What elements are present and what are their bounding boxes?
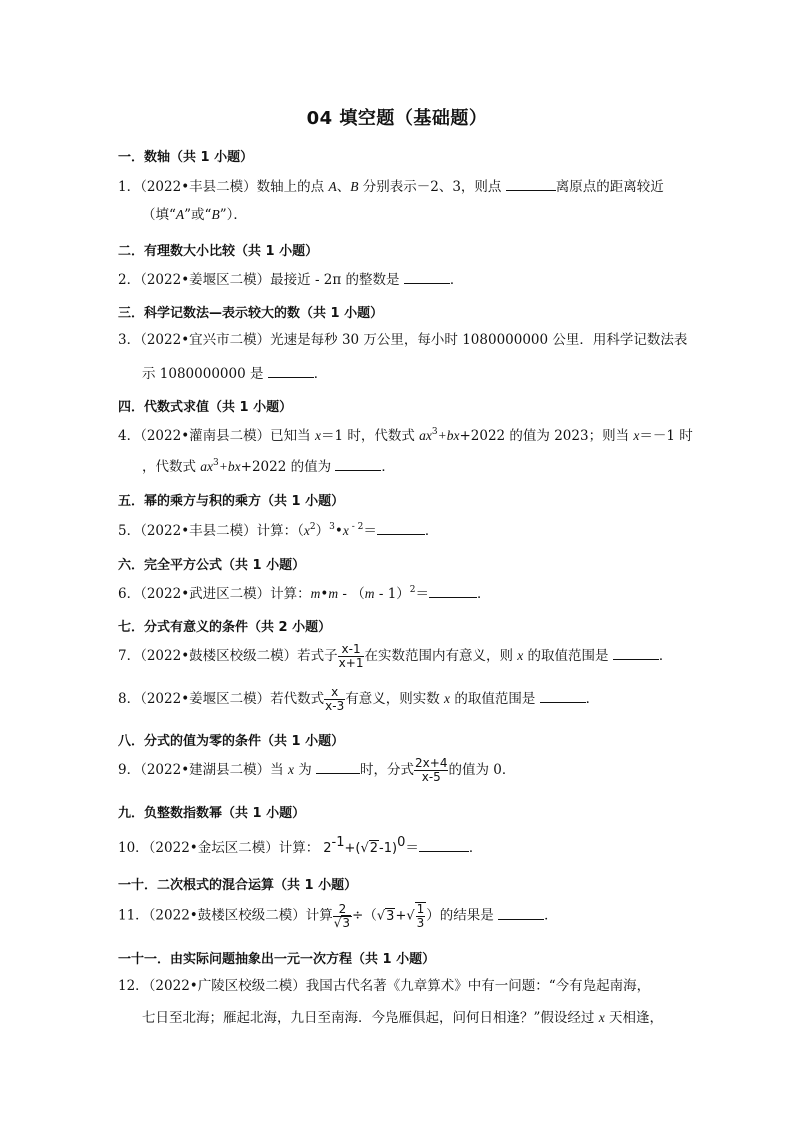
section-heading: 五．幂的乘方与积的乘方（共 1 小题） [118,494,345,509]
question-2: 2．（2022•姜堰区二模）最接近 - 2π 的整数是 ． [118,272,464,288]
section-heading: 一．数轴（共 1 小题） [118,150,254,165]
question-1: 1．（2022•丰县二模）数轴上的点 A、B 分别表示－2、3，则点 离原点的距离较近 [118,179,664,195]
question-8: 8．（2022•姜堰区二模）若代数式 $\frac{x}{x-3}$ 有意义，则实数 x 的取值范围是 ． [118,685,600,714]
section-heading: 一十．二次根式的混合运算（共 1 小题） [118,878,358,893]
question-5: 5．（2022•丰县二模）计算：$(x^2)^3•x$ $^{- 2}$＝ ． [118,522,439,539]
fraction: $\frac{2x+4}{x-5}$ [415,756,448,785]
answer-blank[interactable] [540,690,586,703]
section-heading: 三．科学记数法—表示较大的数（共 1 小题） [118,306,384,321]
q1-point-a: A [328,179,337,194]
question-1-cont: （填“A”或“B”）． [142,207,247,223]
answer-blank[interactable] [429,585,477,598]
page-title: 04 填空题（基础题） [306,108,488,129]
sqrt-symbol: √ [406,908,415,924]
answer-blank[interactable] [419,839,469,852]
answer-blank[interactable] [506,178,556,191]
question-4: 4．（2022•灌南县二模）已知当 x＝1 时，代数式 $ax^3+bx+2022$ 的值为 2023；则当 x＝－1 时 [118,427,693,444]
question-6: 6．（2022•武进区二模）计算：m•m - （m - 1）$^2$＝ ． [118,585,491,602]
answer-blank[interactable] [335,458,381,471]
answer-blank[interactable] [377,522,425,535]
fraction: $\frac{2}{√3}$ [333,901,351,930]
answer-blank[interactable] [404,271,450,284]
section-heading: 七．分式有意义的条件（共 2 小题） [118,620,332,635]
question-4-cont: ，代数式 $ax^3+bx+2022$ 的值为 ． [142,458,395,475]
section-heading: 九．负整数指数幂（共 1 小题） [118,806,306,821]
question-3: 3．（2022•宜兴市二模）光速是每秒 30 万公里，每小时 1080000000 公里．用科学记数法表 [118,332,688,348]
fraction: $\frac{1}{3}$ [416,902,425,931]
question-11: 11．（2022•鼓楼区校级二模）计算 $\frac{2}{√3}$ ÷（√3+√ $\frac{1}{3}$ ）的结果是 ． [118,901,558,931]
sqrt-symbol: √ [376,908,386,924]
sqrt-symbol: √ [333,915,342,930]
question-12: 12．（2022•广陵区校级二模）我国古代名著《九章算术》中有一问题：“今有凫起南海， [118,978,651,994]
q1-text: 1．（2022•丰县二模）数轴上的点 [118,179,329,195]
fraction: $\frac{x-1}{x+1}$ [338,642,364,671]
answer-blank[interactable] [613,647,659,660]
section-heading: 六．完全平方公式（共 1 小题） [118,558,306,573]
question-9: 9．（2022•建湖县二模）当 x 为 时，分式 $\frac{2x+4}{x-5}$ 的值为 0． [118,756,516,785]
fraction: $\frac{x}{x-3}$ [325,685,345,714]
section-heading: 二．有理数大小比较（共 1 小题） [118,244,319,259]
question-10: 10．（2022•金坛区二模）计算： 2-1+(√2-1)0＝ ． [118,835,483,856]
section-heading: 八．分式的值为零的条件（共 1 小题） [118,734,345,749]
answer-blank[interactable] [316,761,360,774]
question-3-cont: 示 1080000000 是 ． [142,366,328,382]
section-heading: 四．代数式求值（共 1 小题） [118,400,293,415]
question-7: 7．（2022•鼓楼区校级二模）若式子 $\frac{x-1}{x+1}$ 在实数范围内有意义，则 x 的取值范围是 ． [118,642,673,671]
q1-point-b: B [350,179,359,194]
answer-blank[interactable] [268,365,314,378]
answer-blank[interactable] [498,907,544,920]
section-heading: 一十一．由实际问题抽象出一元一次方程（共 1 小题） [118,952,436,967]
sqrt-symbol: √ [360,841,369,856]
question-12-cont: 七日至北海；雁起北海，九日至南海．今凫雁俱起，问何日相逢？”假设经过 x 天相逢， [142,1010,663,1026]
